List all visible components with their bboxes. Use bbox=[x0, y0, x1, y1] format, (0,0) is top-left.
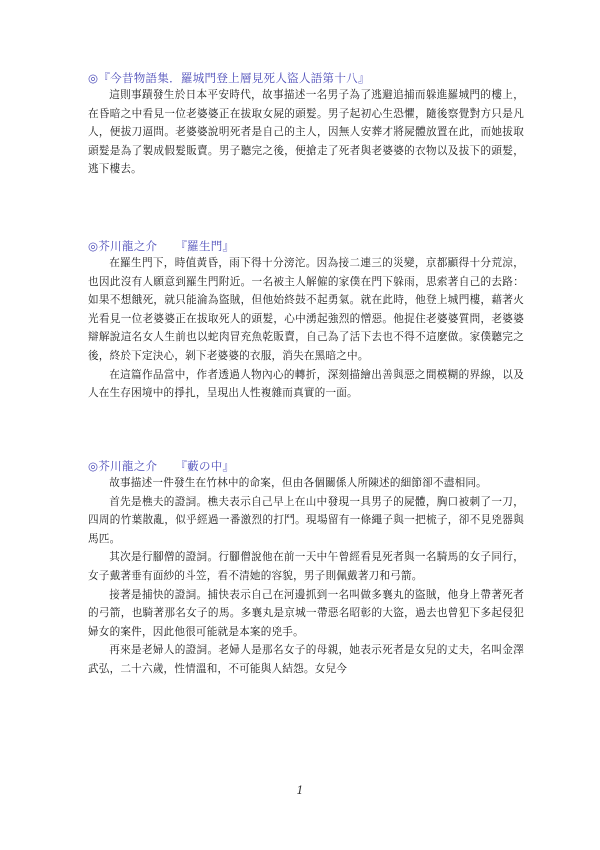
section-konjaku bbox=[88, 70, 524, 179]
heading-title: 『羅生門』 bbox=[175, 239, 235, 253]
paragraph: 首先是樵夫的證詞。樵夫表示自己早上在山中發現一具男子的屍體，胸口被刺了一刀，四周的竹葉散亂，似乎經過一番激烈的打鬥。現場留有一條繩子與一把梳子，卻不見兇器與馬匹。 bbox=[88, 495, 524, 545]
heading-marker: ◎ bbox=[88, 459, 99, 473]
paragraph: 其次是行腳僧的證詞。行腳僧說他在前一天中午曾經看見死者與一名騎馬的女子同行，女子戴著垂有面紗的斗笠，看不清她的容貌，男子則佩戴著刀和弓箭。 bbox=[88, 551, 524, 582]
section-yabu-no-naka bbox=[88, 458, 524, 679]
paragraph: 在這篇作品當中，作者透過人物內心的轉折，深刻描繪出善與惡之間模糊的界線，以及人在生存困境中的掙扎，呈現出人性複雜而真實的一面。 bbox=[88, 368, 524, 400]
paragraph: 在羅生門下，時值黃昏，雨下得十分滂沱。因為接二連三的災變，京都顯得十分荒涼，也因此沒有人願意到羅生門附近。一名被主人解僱的家僕在門下躲雨，思索著自己的去路：如果不想餓死，就只能淪為盜賊，但他始終鼓不起勇氣。就在此時，他登上城門樓，藉著火光看見一位老婆婆正在拔取死人的頭髮，心中湧起強烈的憎惡。他捉住老婆婆質問，老婆婆辯解說這名女人生前也以蛇肉冒充魚乾販賣，自己為了活下去也不得不這麼做。家僕聽完之後，終於下定決心，剝下老婆婆的衣服，消失在黑暗之中。 bbox=[88, 257, 524, 362]
section-rashomon bbox=[88, 238, 524, 403]
section-heading bbox=[88, 70, 524, 86]
heading-marker: ◎ bbox=[88, 71, 99, 85]
heading-marker: ◎ bbox=[88, 239, 99, 253]
heading-author: 芥川龍之介 bbox=[98, 239, 158, 253]
paragraph: 接著是捕快的證詞。捕快表示自己在河邊抓到一名叫做多襄丸的盜賊，他身上帶著死者的弓箭，也騎著那名女子的馬。多襄丸是京城一帶惡名昭彰的大盜，過去也曾犯下多起侵犯婦女的案件，因此他很可能就是本案的兇手。 bbox=[88, 588, 524, 638]
heading-title: 『今昔物語集．羅城門登上層見死人盜人語第十八』 bbox=[98, 71, 370, 85]
page-number: 1 bbox=[296, 784, 304, 797]
heading-author: 芥川龍之介 bbox=[98, 459, 158, 473]
paragraph: 這則事蹟發生於日本平安時代，故事描述一名男子為了逃避追捕而躲進羅城門的樓上，在昏暗之中看見一位老婆婆正在拔取女屍的頭髮。男子起初心生恐懼，隨後察覺對方只是凡人，便拔刀逼問。老婆婆說明死者是自己的主人，因無人安葬才將屍體放置在此，而她拔取頭髮是為了製成假髮販賣。男子聽完之後，便搶走了死者與老婆婆的衣物以及拔下的頭髮，逃下樓去。 bbox=[88, 89, 524, 176]
paragraph: 再來是老婦人的證詞。老婦人是那名女子的母親，她表示死者是女兒的丈夫，名叫金澤武弘，二十六歲，性情溫和，不可能與人結怨。女兒今 bbox=[88, 644, 524, 675]
heading-title: 『藪の中』 bbox=[175, 459, 235, 473]
paragraph: 故事描述一件發生在竹林中的命案，但由各個關係人所陳述的細節卻不盡相同。 bbox=[109, 477, 487, 489]
section-heading bbox=[88, 238, 524, 254]
section-heading bbox=[88, 458, 524, 474]
